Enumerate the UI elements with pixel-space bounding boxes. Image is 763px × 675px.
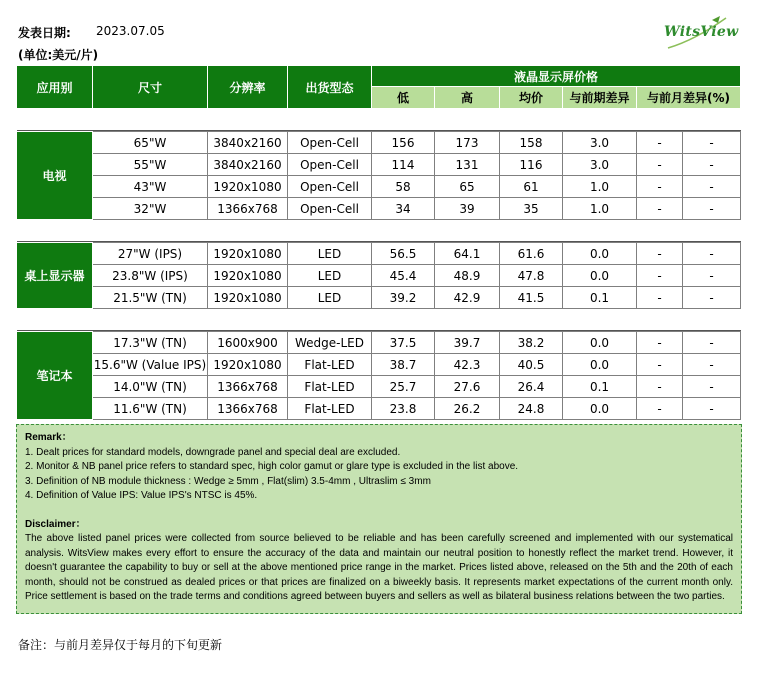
cell-resolution: 1366x768 <box>208 198 288 220</box>
table-row <box>17 243 741 265</box>
cell-resolution: 1920x1080 <box>208 287 288 309</box>
footer-note: 备注：与前月差异仅于每月的下旬更新 <box>18 638 223 652</box>
section-spacer <box>17 109 741 131</box>
cell-low: 34 <box>372 198 435 220</box>
table-row <box>17 376 741 398</box>
cell-high: 48.9 <box>435 265 500 287</box>
cell-low: 45.4 <box>372 265 435 287</box>
cell-diff-prev: 1.0 <box>563 198 637 220</box>
table-row <box>17 354 741 376</box>
remark-item: 4. Definition of Value IPS: Value IPS's NTSC is 45%. <box>25 490 258 501</box>
table-row <box>17 154 741 176</box>
cell-resolution: 1366x768 <box>208 398 288 420</box>
col-header-avg: 均价 <box>500 87 563 109</box>
section-spacer <box>17 220 741 242</box>
cell-diff-prev: 0.0 <box>563 265 637 287</box>
cell-shipment: LED <box>288 287 372 309</box>
remark-title: Remark： <box>25 432 72 443</box>
logo-text: WitsView <box>664 24 739 40</box>
cell-diff-month-pct: - <box>683 176 741 198</box>
cell-avg: 158 <box>500 132 563 154</box>
disclaimer-text: The above listed panel prices were collected from source believed to be reliable and has been carefully screened and implemented with our systematical analysis. WitsView makes every effort to ensure the accuracy of the data and maintain our neutral position to honestly reflect the market trend. However, it doesn't guarantee the capability to buy or sell at the above mentioned price range in the market. Prices listed above, released on the 5th and the 20th of each month, should not be construed as dealed prices or that prices are finalized on a biweekly basis. It represents market expectations of the current month only. Price settlement is based on the trade terms and conditions agreed between buyers and sellers as well as bilateral business relations between the two parties. <box>25 533 733 602</box>
table-row <box>17 198 741 220</box>
remark-item: 1. Dealt prices for standard models, downgrade panel and special deal are excluded. <box>25 446 401 458</box>
cell-diff-prev: 0.0 <box>563 354 637 376</box>
remark-box <box>16 424 742 614</box>
witsview-logo <box>660 14 739 54</box>
panel-price-table <box>16 65 741 420</box>
table-row <box>17 176 741 198</box>
cell-size: 27"W (IPS) <box>93 243 208 265</box>
cell-low: 56.5 <box>372 243 435 265</box>
date-label: 发表日期: <box>18 26 71 40</box>
cell-resolution: 1366x768 <box>208 376 288 398</box>
cell-resolution: 1920x1080 <box>208 354 288 376</box>
cell-low: 38.7 <box>372 354 435 376</box>
cell-diff-prev: 3.0 <box>563 132 637 154</box>
cell-diff-month: - <box>637 154 683 176</box>
cell-diff-month-pct: - <box>683 354 741 376</box>
cell-size: 11.6"W (TN) <box>93 398 208 420</box>
cell-diff-month: - <box>637 132 683 154</box>
cell-size: 15.6"W (Value IPS) <box>93 354 208 376</box>
cell-diff-month-pct: - <box>683 398 741 420</box>
cell-diff-month: - <box>637 198 683 220</box>
cell-size: 55"W <box>93 154 208 176</box>
cell-shipment: LED <box>288 243 372 265</box>
col-header-resolution: 分辨率 <box>208 66 288 109</box>
cell-diff-month: - <box>637 354 683 376</box>
cell-size: 65"W <box>93 132 208 154</box>
remark-item: 2. Monitor & NB panel price refers to standard spec, high color gamut or glare type is excluded in the list above. <box>25 461 519 472</box>
cell-diff-month-pct: - <box>683 154 741 176</box>
cell-avg: 116 <box>500 154 563 176</box>
cell-resolution: 3840x2160 <box>208 154 288 176</box>
cell-diff-prev: 0.1 <box>563 376 637 398</box>
col-header-app: 应用别 <box>17 66 93 109</box>
cell-size: 23.8"W (IPS) <box>93 265 208 287</box>
cell-avg: 24.8 <box>500 398 563 420</box>
cell-shipment: Open-Cell <box>288 132 372 154</box>
cell-avg: 38.2 <box>500 332 563 354</box>
table-row <box>17 265 741 287</box>
cell-diff-month-pct: - <box>683 332 741 354</box>
cell-avg: 41.5 <box>500 287 563 309</box>
cell-high: 173 <box>435 132 500 154</box>
cell-shipment: Open-Cell <box>288 176 372 198</box>
table-body <box>17 109 741 420</box>
cell-diff-month: - <box>637 376 683 398</box>
cell-shipment: Flat-LED <box>288 398 372 420</box>
cell-shipment: Open-Cell <box>288 198 372 220</box>
cell-shipment: Open-Cell <box>288 154 372 176</box>
cell-low: 39.2 <box>372 287 435 309</box>
col-header-diff-month: 与前月差异(%) <box>637 87 741 109</box>
table-row <box>17 398 741 420</box>
cell-resolution: 3840x2160 <box>208 132 288 154</box>
category-cell: 笔记本 <box>17 332 93 420</box>
table-row <box>17 287 741 309</box>
date-value: 2023.07.05 <box>96 24 165 38</box>
cell-resolution: 1920x1080 <box>208 176 288 198</box>
cell-size: 32"W <box>93 198 208 220</box>
cell-low: 114 <box>372 154 435 176</box>
cell-shipment: Wedge-LED <box>288 332 372 354</box>
cell-high: 39.7 <box>435 332 500 354</box>
cell-avg: 40.5 <box>500 354 563 376</box>
cell-high: 64.1 <box>435 243 500 265</box>
cell-resolution: 1920x1080 <box>208 265 288 287</box>
cell-low: 58 <box>372 176 435 198</box>
cell-diff-prev: 1.0 <box>563 176 637 198</box>
unit-label: (单位:美元/片) <box>18 48 99 62</box>
col-header-diff-prev: 与前期差异 <box>563 87 637 109</box>
cell-shipment: LED <box>288 265 372 287</box>
col-header-high: 高 <box>435 87 500 109</box>
cell-high: 27.6 <box>435 376 500 398</box>
cell-shipment: Flat-LED <box>288 354 372 376</box>
cell-diff-month: - <box>637 265 683 287</box>
cell-diff-prev: 3.0 <box>563 154 637 176</box>
cell-high: 65 <box>435 176 500 198</box>
cell-low: 23.8 <box>372 398 435 420</box>
cell-diff-prev: 0.0 <box>563 243 637 265</box>
remark-item: 3. Definition of NB module thickness : Wedge ≥ 5mm , Flat(slim) 3.5-4mm , Ultraslim ≤ 3mm <box>25 475 431 487</box>
cell-high: 42.9 <box>435 287 500 309</box>
cell-high: 39 <box>435 198 500 220</box>
cell-diff-prev: 0.0 <box>563 398 637 420</box>
cell-diff-month: - <box>637 287 683 309</box>
category-cell: 桌上显示器 <box>17 243 93 309</box>
cell-diff-month-pct: - <box>683 376 741 398</box>
cell-diff-month: - <box>637 332 683 354</box>
cell-size: 43"W <box>93 176 208 198</box>
cell-avg: 61.6 <box>500 243 563 265</box>
col-header-low: 低 <box>372 87 435 109</box>
cell-diff-month-pct: - <box>683 243 741 265</box>
cell-low: 37.5 <box>372 332 435 354</box>
section-spacer <box>17 309 741 331</box>
cell-size: 17.3"W (TN) <box>93 332 208 354</box>
cell-diff-month: - <box>637 398 683 420</box>
cell-diff-month-pct: - <box>683 198 741 220</box>
col-header-size: 尺寸 <box>93 66 208 109</box>
table-row <box>17 332 741 354</box>
cell-diff-prev: 0.1 <box>563 287 637 309</box>
cell-shipment: Flat-LED <box>288 376 372 398</box>
cell-high: 131 <box>435 154 500 176</box>
cell-avg: 61 <box>500 176 563 198</box>
cell-avg: 47.8 <box>500 265 563 287</box>
cell-low: 156 <box>372 132 435 154</box>
cell-low: 25.7 <box>372 376 435 398</box>
cell-high: 42.3 <box>435 354 500 376</box>
cell-diff-month: - <box>637 176 683 198</box>
cell-high: 26.2 <box>435 398 500 420</box>
col-header-shipment: 出货型态 <box>288 66 372 109</box>
cell-size: 14.0"W (TN) <box>93 376 208 398</box>
cell-resolution: 1920x1080 <box>208 243 288 265</box>
cell-resolution: 1600x900 <box>208 332 288 354</box>
cell-diff-month-pct: - <box>683 265 741 287</box>
cell-diff-prev: 0.0 <box>563 332 637 354</box>
table-row <box>17 132 741 154</box>
category-cell: 电视 <box>17 132 93 220</box>
col-header-price-group: 液晶显示屏价格 <box>372 66 741 87</box>
cell-diff-month-pct: - <box>683 287 741 309</box>
cell-diff-month: - <box>637 243 683 265</box>
cell-diff-month-pct: - <box>683 132 741 154</box>
disclaimer-title: Disclaimer： <box>25 518 86 530</box>
cell-avg: 26.4 <box>500 376 563 398</box>
cell-avg: 35 <box>500 198 563 220</box>
cell-size: 21.5"W (TN) <box>93 287 208 309</box>
